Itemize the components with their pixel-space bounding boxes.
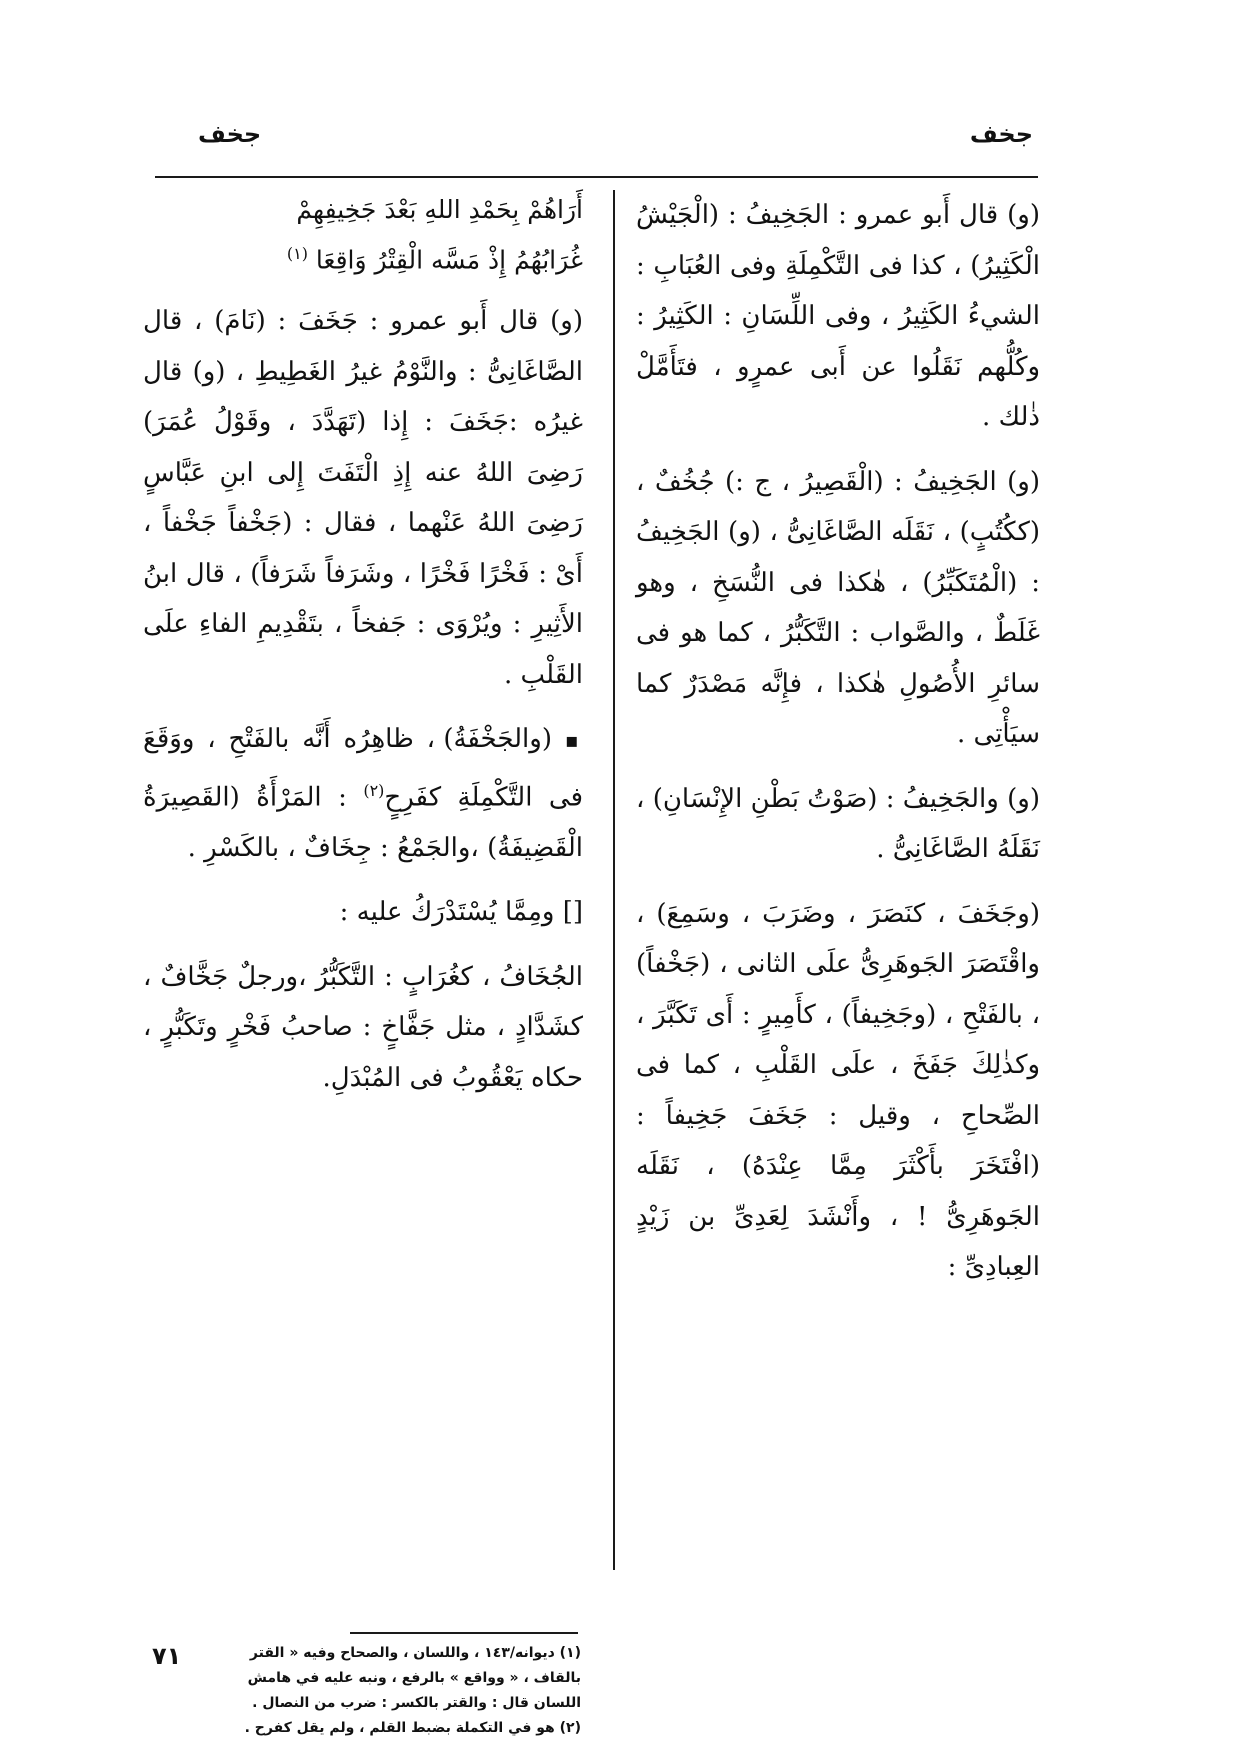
running-head-left: جخف [198, 120, 262, 148]
left-paragraph: (و) قال أَبو عمرو : جَخَفَ : (نَامَ) ، قال الصَّاغَانِىُّ : والنَّوْمُ غيرُ الغَطِيطِ ، (و) قال غيرُه :جَخَفَ : إِذا (تَهَدَّدَ ، وقَوْلُ عُمَرَ) رَضِىَ اللهُ عنه إِذِ الْتَفَتَ إِلى ابنِ عَبَّاسٍ رَضِىَ اللهُ عَنْهما ، فقال : (جَخْفاً جَخْفاً ، أَىْ : فَخْرًا فَخْرًا ، وشَرَفاً شَرَفاً) ، قال ابنُ الأَثِيرِ : ويُرْوَى : جَفخاً ، بتَقْدِيمِ الفاءِ علَى القَلْبِ . [143, 306, 583, 690]
header-rule [155, 176, 1038, 178]
footnote-line: (١) ديوانه/١٤٣ ، واللسان ، والصحاح وفيه « القتر [249, 1645, 581, 1661]
footnotes [143, 1641, 581, 1741]
verse-line-text: غُرَابُهُمُ إِذْ مَسَّه الْقِتْرُ وَاقِعَا [315, 245, 583, 275]
footnote-line: (٢) هو في التكملة بضبط القلم ، ولم يقل كفرح . [244, 1720, 581, 1736]
left-column [143, 188, 583, 1117]
mustadrak-heading: [] ومِمَّا يُسْتَدْرَكُ عليه : [339, 897, 583, 928]
right-paragraph: (وجَخَفَ ، كنَصَرَ ، وضَرَبَ ، وسَمِعَ) ، واقْتَصَرَ الجَوهَرِىُّ علَى الثانى ، (جَخْفاً) ، بالفَتْحِ ، (وجَخِيفاً) ، كأَمِيرٍ : أَى تَكَبَّرَ ، وكذٰلِكَ جَفَخَ ، علَى القَلْبِ ، كما فى الصِّحاحِ ، وقيل : جَخَفَ جَخِيفاً : (افْتَخَرَ بأَكْثَرَ مِمَّا عِنْدَهُ) ، نَقَلَه الجَوهَرِىُّ ! ، وأَنْشَدَ لِعَدِىِّ بن زَيْدٍ العِبادِىِّ : [636, 898, 1040, 1282]
verse-line [143, 232, 583, 282]
section-mark-icon: ▪ [564, 728, 584, 753]
left-paragraph: الجُخَافُ ، كغُرَابٍ : التَّكَبُّرُ ،ورجلٌ جَخَّافٌ ، كشَدَّادٍ ، مثل جَفَّاخٍ : صاحبُ فَخْرٍ وتَكَبُّرٍ ، حكاه يَعْقُوبُ فى المُبْدَلِ. [143, 961, 583, 1093]
right-paragraph: (و) قال أَبو عمرو : الجَخِيفُ : (الْجَيْشُ الْكَثِيرُ) ، كذا فى التَّكْمِلَةِ وفى العُبَابِ : الشيءُ الكَثِيرُ ، وفى اللِّسَانِ : الكَثِيرُ : وكُلُّهم نَقَلُوا عن أَبى عمرٍو ، فتَأَمَّلْ ذٰلك . [636, 200, 1040, 432]
footnote-ref: (٢) [363, 780, 385, 800]
footnote-rule [350, 1632, 578, 1634]
running-head-right: جخف [969, 120, 1033, 148]
right-column [636, 190, 1040, 1307]
footnote-line: بالقاف ، « وواقع » بالرفع ، ونبه عليه في هامش [247, 1670, 581, 1686]
right-paragraph: (و) الجَخِيفُ : (الْقَصِيرُ ، ج :) جُخُفٌ ، (ككُتُبٍ) ، نَقَلَه الصَّاغَانِىُّ ، (و) الجَخِيفُ : (الْمُتَكَبِّرُ) ، هٰكذا فى النُّسَخِ ، وهو غَلَطٌ ، والصَّواب : التَّكَبُّرُ ، كما هو فى سائرِ الأُصُولِ هٰكذا ، فإِنَّه مَصْدَرٌ كما سيَأْتِى . [636, 466, 1040, 749]
right-paragraph: (و) والجَخِيفُ : (صَوْتُ بَطْنِ الإِنْسَانِ) ، نَقَلَهُ الصَّاغَانِىُّ . [636, 783, 1040, 864]
verse [143, 188, 583, 282]
column-divider [613, 190, 615, 1570]
left-paragraph [143, 714, 583, 873]
page-number: ٧١ [152, 1642, 182, 1670]
footnote-ref: (١) [286, 244, 308, 263]
footnote-line: اللسان قال : والقتر بالكسر : ضرب من النصال . [252, 1695, 581, 1711]
left-paragraph-text: (والجَخْفَةُ) ، ظاهِرُه أَنَّه بالفَتْحِ ، ووَقَعَ فى التَّكْمِلَةِ كفَرِحٍ [143, 724, 584, 813]
verse-line: أَرَاهُمْ بِحَمْدِ اللهِ بَعْدَ جَخِيفِهِمْ [296, 195, 583, 224]
left-paragraph-text: : المَرْأَةُ (القَصِيرَةُ الْقَضِيفَةُ) ،والجَمْعُ : جِخَافٌ ، بالكَسْرِ . [143, 782, 583, 863]
